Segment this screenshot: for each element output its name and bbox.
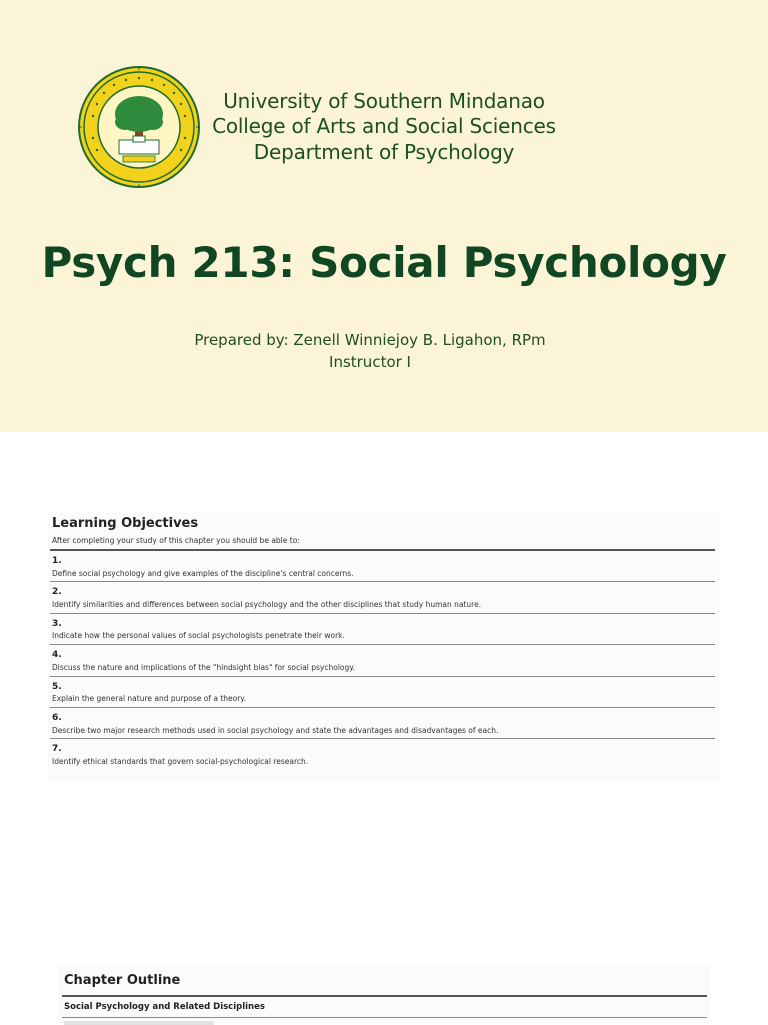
department-name: Department of Psychology — [253, 140, 515, 164]
instructor-position: Instructor I — [329, 353, 411, 371]
objective-number: 2. — [52, 587, 62, 597]
divider — [50, 644, 715, 645]
objective-number: 4. — [52, 650, 62, 660]
objective-number: 6. — [52, 713, 62, 723]
objective-text: Discuss the nature and implications of the "hindsight bias" for social psychology. — [52, 663, 356, 672]
chapter-outline-panel — [58, 966, 710, 1024]
objective-text: Explain the general nature and purpose of a theory. — [52, 694, 247, 703]
university-name: University of Southern Mindanao — [223, 89, 545, 113]
divider — [50, 581, 715, 582]
title-banner — [0, 0, 768, 432]
objective-text: Identify similarities and differences between social psychology and the other disciplines that study human nature. — [52, 600, 482, 609]
objective-text: Identify ethical standards that govern social-psychological research. — [52, 757, 309, 766]
divider — [50, 549, 715, 551]
chapter-outline-title: Chapter Outline — [64, 973, 181, 988]
prepared-by: Prepared by: Zenell Winniejoy B. Ligahon, RPm — [194, 331, 546, 349]
divider — [50, 676, 715, 677]
learning-objectives-panel — [48, 512, 719, 782]
learning-objectives-intro: After completing your study of this chapter you should be able to: — [52, 536, 300, 545]
university-seal-icon — [77, 64, 201, 190]
divider — [62, 1017, 707, 1018]
objective-text: Define social psychology and give examples of the discipline's central concerns. — [52, 569, 354, 578]
objective-number: 5. — [52, 682, 62, 692]
objective-number: 7. — [52, 744, 62, 754]
cropped-outline-text — [64, 1021, 214, 1025]
divider — [50, 613, 715, 614]
objective-text: Indicate how the personal values of social psychologists penetrate their work. — [52, 631, 345, 640]
objective-text: Describe two major research methods used in social psychology and state the advantages and disadvantages of each. — [52, 726, 499, 735]
college-name: College of Arts and Social Sciences — [212, 114, 556, 138]
outline-item: Social Psychology and Related Disciplines — [64, 1002, 265, 1012]
divider — [50, 738, 715, 739]
objective-number: 3. — [52, 619, 62, 629]
divider — [62, 995, 707, 997]
learning-objectives-title: Learning Objectives — [52, 516, 199, 531]
objective-number: 1. — [52, 556, 62, 566]
course-title: Psych 213: Social Psychology — [41, 238, 727, 287]
divider — [50, 707, 715, 708]
